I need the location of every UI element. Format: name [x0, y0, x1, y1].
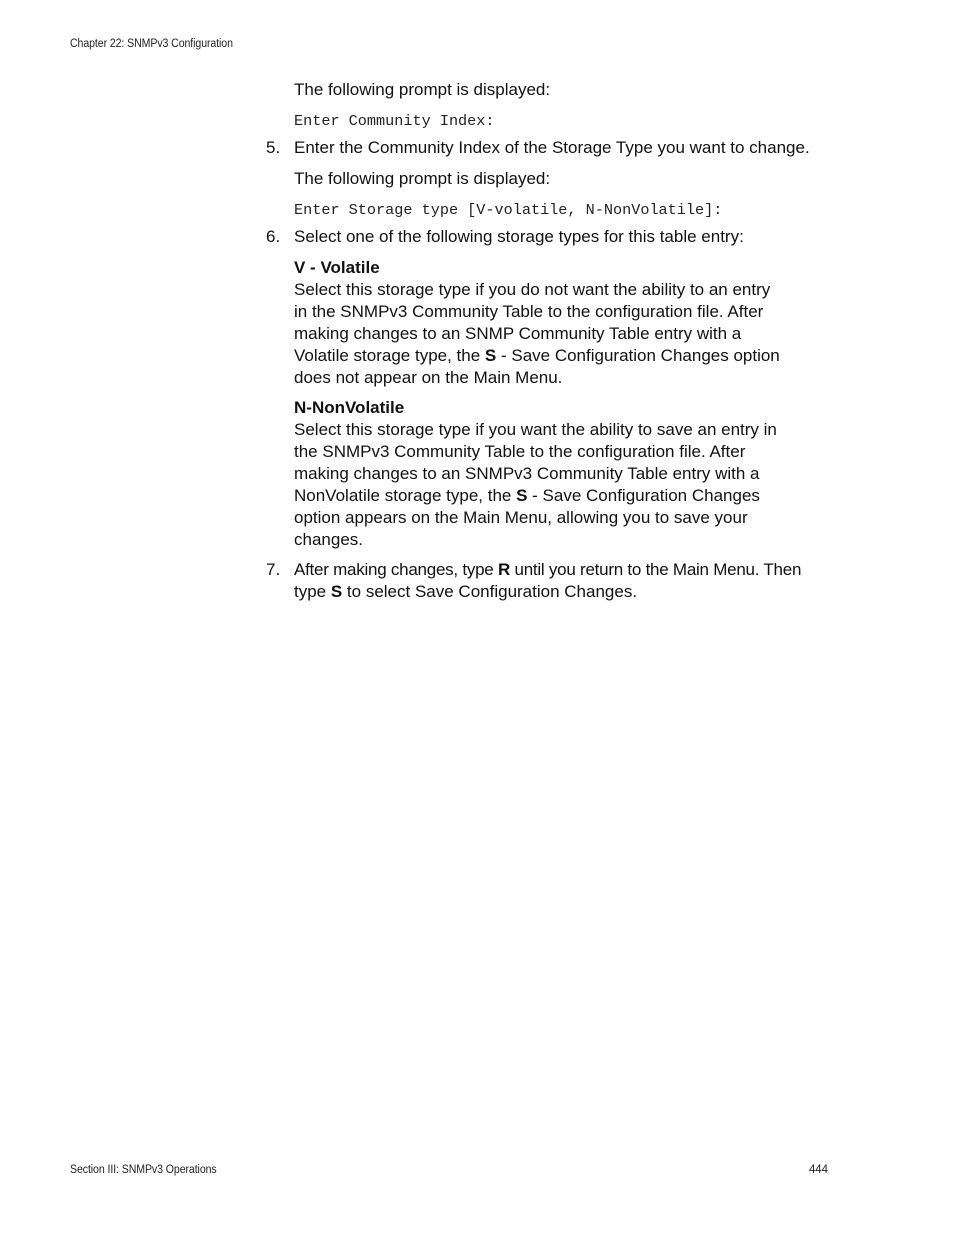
nonvolatile-line-6: changes. [294, 530, 363, 549]
nonvolatile-description [294, 419, 804, 551]
step-6-number: 6. [266, 227, 281, 246]
step-7-line-2 [294, 581, 834, 603]
step-7-number: 7. [266, 560, 281, 579]
page-number: 444 [809, 1164, 828, 1176]
step-5-text: Enter the Community Index of the Storage Type you want to change. [294, 138, 810, 157]
prompt-intro-1: The following prompt is displayed: [294, 80, 551, 99]
volatile-line-5: does not appear on the Main Menu. [294, 368, 563, 387]
volatile-title: V - Volatile [294, 258, 380, 277]
volatile-line-4 [294, 345, 804, 367]
nonvolatile-title: N-NonVolatile [294, 398, 405, 417]
volatile-line-2: in the SNMPv3 Community Table to the configuration file. After [294, 302, 764, 321]
running-header: Chapter 22: SNMPv3 Configuration [70, 38, 233, 50]
volatile-line-3: making changes to an SNMP Community Table entry with a [294, 324, 742, 343]
volatile-line-1: Select this storage type if you do not want the ability to an entry [294, 280, 771, 299]
step-7-line-2-post: to select Save Configuration Changes. [342, 582, 638, 601]
step-7-key-s: S [330, 582, 343, 601]
step-7-line-2-pre: type [294, 582, 331, 601]
running-footer-section: Section III: SNMPv3 Operations [70, 1164, 217, 1176]
prompt-intro-2: The following prompt is displayed: [294, 169, 551, 188]
nonvolatile-line-4-post: - Save Configuration Changes [527, 486, 760, 505]
step-6-text: Select one of the following storage types for this table entry: [294, 227, 744, 246]
nonvolatile-key-s: S [516, 486, 528, 505]
nonvolatile-line-4-pre: NonVolatile storage type, the [294, 486, 517, 505]
nonvolatile-line-4 [294, 485, 804, 507]
volatile-line-4-post: - Save Configuration Changes option [496, 346, 780, 365]
volatile-description [294, 279, 804, 389]
volatile-key-s: S [484, 346, 497, 365]
nonvolatile-line-3: making changes to an SNMPv3 Community Table entry with a [294, 464, 760, 483]
code-prompt-2: Enter Storage type [V-volatile, N-NonVolatile]: [294, 201, 723, 219]
step-7-line-1-pre: After making changes, type [294, 560, 498, 579]
nonvolatile-line-2: the SNMPv3 Community Table to the configuration file. After [294, 442, 746, 461]
step-7-line-1-post: until you return to the Main Menu. Then [510, 560, 802, 579]
step-5-number: 5. [266, 138, 281, 157]
nonvolatile-line-5: option appears on the Main Menu, allowing you to save your [294, 508, 748, 527]
step-7-text [294, 559, 834, 603]
volatile-line-4-pre: Volatile storage type, the [294, 346, 485, 365]
nonvolatile-line-1: Select this storage type if you want the ability to save an entry in [294, 420, 777, 439]
code-prompt-1: Enter Community Index: [294, 112, 495, 130]
step-7-key-r: R [497, 560, 511, 579]
step-7-line-1 [294, 559, 834, 581]
